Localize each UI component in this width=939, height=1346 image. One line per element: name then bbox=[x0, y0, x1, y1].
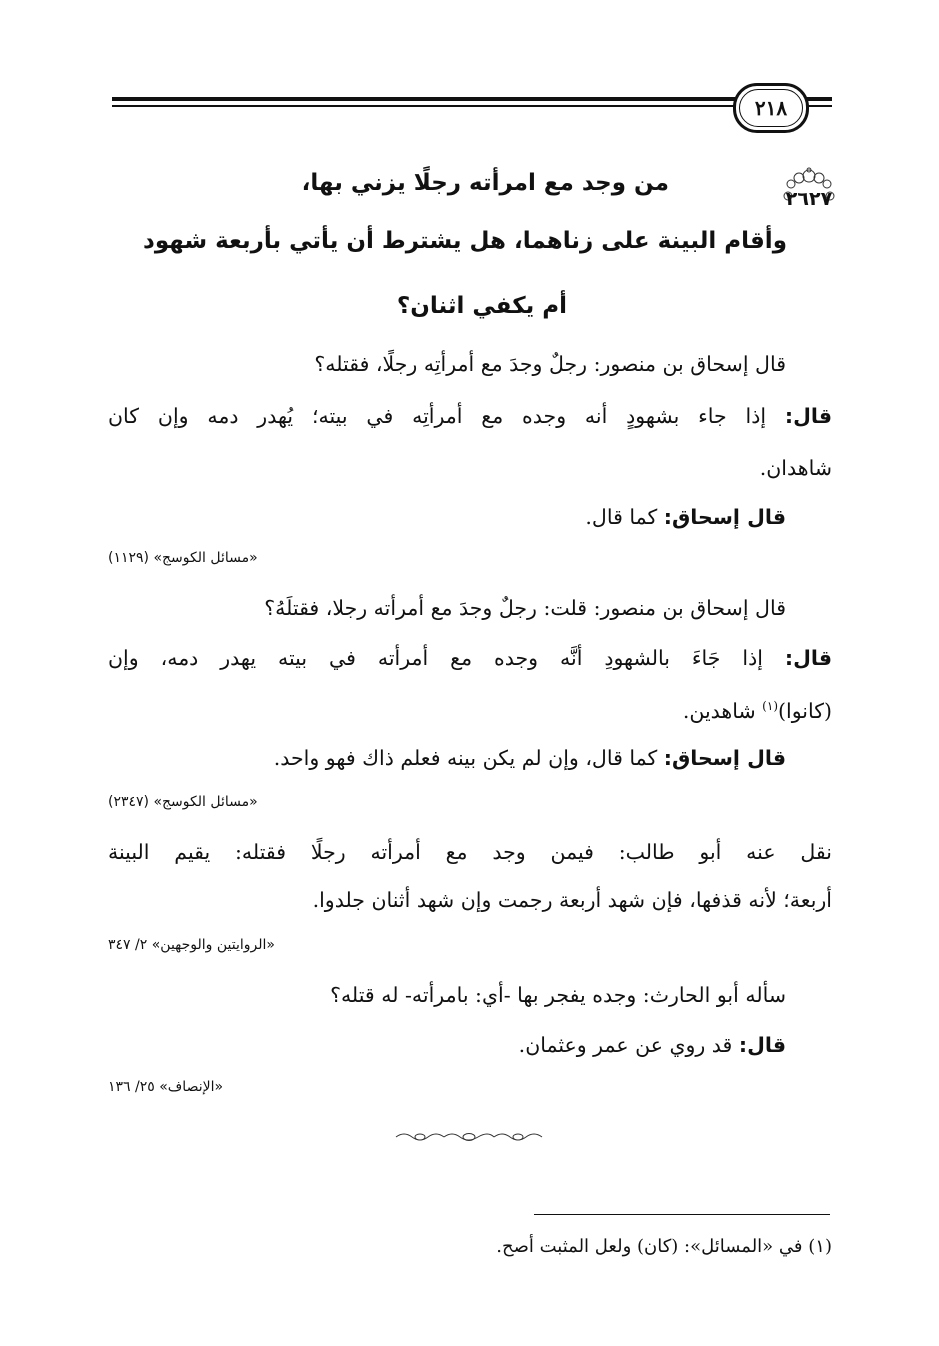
passage-1-source: «مسائل الكوسج» (١١٢٩) bbox=[108, 550, 258, 566]
header-rule bbox=[112, 97, 832, 113]
footnote-marker: (١) bbox=[808, 1236, 832, 1257]
speaker-label: قال: bbox=[784, 404, 832, 428]
passage-1-line-2: قال: إذا جاء بشهودٍ أنه وجده مع أمرأتِه في بيته؛ يُهدر دمه وإن كان bbox=[108, 404, 832, 428]
passage-2-line-4: قال إسحاق: كما قال، وإن لم يكن بينه فعلم ذاك فهو واحد. bbox=[273, 746, 786, 770]
issue-title-line-1: من وجد مع امرأته رجلًا يزني بها، bbox=[301, 170, 669, 196]
footnote-rule bbox=[534, 1214, 830, 1215]
passage-2-line-2: قال: إذا جَاءَ بالشهودِ أنَّه وجده مع أمرأته في بيته يهدر دمه، وإن bbox=[108, 646, 832, 670]
speaker-label: قال: bbox=[738, 1033, 786, 1057]
passage-1-line-1: قال إسحاق بن منصور: رجلٌ وجدَ مع أمرأتِه رجلًا، فقتله؟ bbox=[314, 352, 786, 376]
footnote-text: في «المسائل»: (كان) ولعل المثبت أصح. bbox=[496, 1236, 803, 1257]
speaker-label: قال إسحاق: bbox=[663, 505, 786, 529]
speaker-label: قال إسحاق: bbox=[663, 746, 786, 770]
page-number: ٢١٨ bbox=[754, 97, 788, 120]
passage-1-line-4: قال إسحاق: كما قال. bbox=[585, 505, 786, 529]
passage-2-line-3: (كانوا)$^{(١)}$ شاهدين. bbox=[682, 699, 832, 723]
issue-title-line-2: وأقام البينة على زناهما، هل يشترط أن يأتي بأربعة شهود bbox=[143, 228, 787, 254]
section-divider-ornament-icon bbox=[394, 1131, 544, 1143]
issue-number: ٢٦٢٧ bbox=[785, 188, 833, 210]
passage-4-line-1: سأله أبو الحارث: وجده يفجر بها -أي: بامرأته- له قتله؟ bbox=[330, 983, 786, 1007]
passage-1-line-3: شاهدان. bbox=[759, 456, 832, 480]
page-number-badge bbox=[733, 83, 809, 133]
passage-3-line-2: أربعة؛ لأنه قذفها، فإن شهد أربعة رجمت وإن شهد أثنان جلدوا. bbox=[312, 888, 832, 912]
passage-3-line-1: نقل عنه أبو طالب: فيمن وجد مع أمرأته رجلًا فقتله: يقيم البينة bbox=[108, 840, 832, 864]
passage-2-line-1: قال إسحاق بن منصور: قلت: رجلٌ وجدَ مع أمرأته رجلا، فقتلَهُ؟ bbox=[264, 596, 786, 620]
footnote-reference[interactable]: (١) bbox=[762, 699, 778, 714]
passage-4-source: «الإنصاف» ٢٥/ ١٣٦ bbox=[108, 1079, 224, 1095]
passage-4-line-2: قال: قد روي عن عمر وعثمان. bbox=[518, 1033, 786, 1057]
passage-3-source: «الروايتين والوجهين» ٢/ ٣٤٧ bbox=[108, 937, 275, 953]
speaker-label: قال: bbox=[784, 646, 832, 670]
issue-number-badge bbox=[774, 166, 844, 210]
issue-title-line-3: أم يكفي اثنان؟ bbox=[396, 293, 567, 319]
passage-2-source: «مسائل الكوسج» (٢٣٤٧) bbox=[108, 794, 258, 810]
footnote bbox=[496, 1236, 832, 1257]
